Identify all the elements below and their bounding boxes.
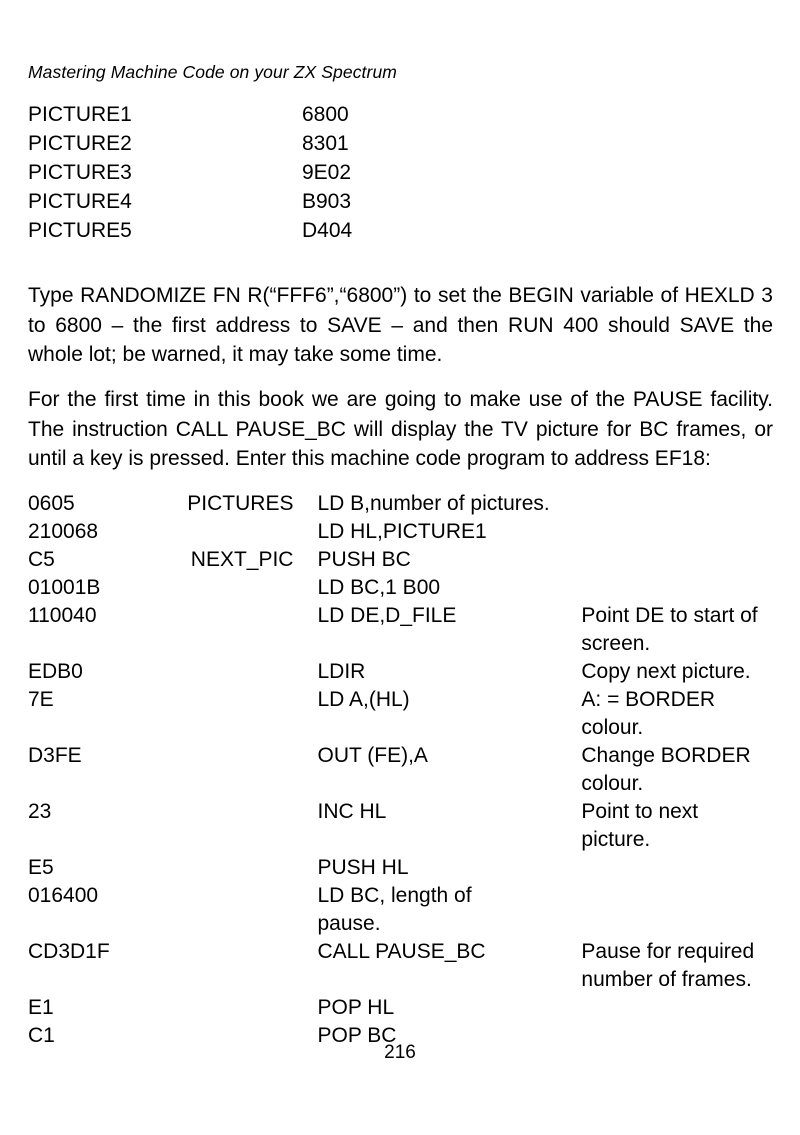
listing-hex: E1	[28, 996, 54, 1019]
table-row	[28, 742, 778, 770]
listing-comment	[581, 910, 778, 938]
body-paragraph-1: Type RANDOMIZE FN R(“FFF6”,“6800”) to set the BEGIN variable of HEXLD 3 to 6800 – the first address to SAVE – and then RUN 400 should SAVE the whole lot; be warned, it may take some time.	[28, 284, 773, 366]
listing-comment: number of frames.	[581, 968, 752, 991]
listing-comment	[581, 574, 778, 602]
listing-comment: A: = BORDER	[581, 688, 716, 711]
listing-mnemonic	[317, 770, 581, 798]
listing-mnemonic: POP HL	[317, 996, 395, 1019]
listing-mnemonic: CALL PAUSE_BC	[317, 940, 486, 963]
picture-name: PICTURE2	[28, 132, 132, 155]
picture-address: B903	[302, 190, 352, 213]
listing-comment	[581, 854, 778, 882]
listing-label	[164, 686, 317, 714]
listing-label	[164, 602, 317, 630]
listing-label	[164, 658, 317, 686]
listing-label	[164, 994, 317, 1022]
listing-comment	[581, 994, 778, 1022]
table-row	[28, 770, 778, 798]
listing-comment	[581, 882, 778, 910]
table-row	[28, 854, 778, 882]
assembly-listing	[28, 490, 778, 1050]
listing-comment: Pause for required	[581, 940, 755, 963]
listing-hex: D3FE	[28, 744, 82, 767]
listing-mnemonic: LD BC, length of	[317, 884, 472, 907]
listing-mnemonic	[317, 826, 581, 854]
listing-label	[164, 854, 317, 882]
picture-name: PICTURE4	[28, 190, 132, 213]
table-row	[28, 630, 778, 658]
listing-hex: E5	[28, 856, 54, 879]
listing-mnemonic	[317, 630, 581, 658]
listing-mnemonic: LD A,(HL)	[317, 688, 410, 711]
listing-label	[164, 938, 317, 966]
listing-hex: 0605	[28, 492, 75, 515]
listing-comment	[581, 490, 778, 518]
listing-hex: CD3D1F	[28, 940, 110, 963]
listing-comment	[581, 518, 778, 546]
listing-comment: Point DE to start of	[581, 604, 758, 627]
listing-comment: screen.	[581, 632, 651, 655]
listing-label	[164, 798, 317, 826]
listing-mnemonic	[317, 714, 581, 742]
listing-hex	[28, 714, 164, 742]
table-row	[28, 574, 778, 602]
listing-comment: Change BORDER	[581, 744, 751, 767]
listing-label	[164, 714, 317, 742]
picture-name: PICTURE1	[28, 103, 132, 126]
listing-mnemonic	[317, 966, 581, 994]
table-row	[28, 490, 778, 518]
table-row	[28, 187, 568, 216]
picture-address-table	[28, 100, 568, 245]
picture-address: 6800	[302, 103, 349, 126]
table-row	[28, 826, 778, 854]
table-row	[28, 714, 778, 742]
listing-label	[164, 518, 317, 546]
listing-mnemonic: LD DE,D_FILE	[317, 604, 457, 627]
listing-label	[164, 910, 317, 938]
listing-mnemonic: LD B,number of pictures.	[317, 492, 550, 515]
listing-mnemonic: LD BC,1 B00	[317, 576, 441, 599]
listing-hex: 23	[28, 800, 52, 823]
listing-hex: 210068	[28, 520, 99, 543]
listing-label	[164, 882, 317, 910]
listing-hex: C5	[28, 548, 55, 571]
table-row	[28, 994, 778, 1022]
listing-mnemonic: INC HL	[317, 800, 387, 823]
listing-comment: colour.	[581, 772, 644, 795]
page-number: 216	[384, 1042, 416, 1063]
listing-hex: 7E	[28, 688, 54, 711]
listing-mnemonic: POP BC	[317, 1024, 397, 1047]
listing-label	[164, 630, 317, 658]
listing-label	[164, 966, 317, 994]
listing-hex: 110040	[28, 604, 97, 627]
running-title: Mastering Machine Code on your ZX Spectrum	[28, 62, 397, 82]
table-row	[28, 938, 778, 966]
listing-label	[164, 826, 317, 854]
listing-mnemonic: LD HL,PICTURE1	[317, 520, 487, 543]
table-row	[28, 546, 778, 574]
table-row	[28, 658, 778, 686]
listing-hex	[28, 770, 164, 798]
listing-label	[164, 770, 317, 798]
listing-comment: Copy next picture.	[581, 660, 751, 683]
listing-hex: 016400	[28, 884, 99, 907]
listing-hex: C1	[28, 1024, 55, 1047]
table-row	[28, 518, 778, 546]
listing-comment: picture.	[581, 828, 651, 851]
listing-mnemonic: PUSH BC	[317, 548, 411, 571]
table-row	[28, 100, 568, 129]
table-row	[28, 129, 568, 158]
listing-hex	[28, 910, 164, 938]
picture-name: PICTURE5	[28, 219, 132, 242]
table-row	[28, 798, 778, 826]
listing-mnemonic: pause.	[317, 912, 381, 935]
listing-comment: Point to next	[581, 800, 699, 823]
table-row	[28, 602, 778, 630]
listing-mnemonic: OUT (FE),A	[317, 744, 428, 767]
table-row	[28, 882, 778, 910]
listing-label	[164, 574, 317, 602]
body-paragraph-2: For the first time in this book we are going to make use of the PAUSE facility. The instruction CALL PAUSE_BC will display the TV picture for BC frames, or until a key is pressed. Enter this machine code program to address EF18:	[28, 388, 773, 470]
listing-label: NEXT_PIC	[190, 548, 294, 571]
listing-mnemonic: LDIR	[317, 660, 366, 683]
table-row	[28, 910, 778, 938]
listing-mnemonic: PUSH HL	[317, 856, 409, 879]
listing-label: PICTURES	[187, 492, 294, 515]
picture-address: D404	[302, 219, 353, 242]
listing-comment	[581, 546, 778, 574]
listing-hex	[28, 630, 164, 658]
table-row	[28, 158, 568, 187]
picture-address: 8301	[302, 132, 349, 155]
listing-hex: EDB0	[28, 660, 83, 683]
picture-address: 9E02	[302, 161, 352, 184]
listing-label	[164, 742, 317, 770]
listing-hex: 01001B	[28, 576, 101, 599]
table-row	[28, 216, 568, 245]
table-row	[28, 686, 778, 714]
table-row	[28, 966, 778, 994]
listing-hex	[28, 966, 164, 994]
listing-comment: colour.	[581, 716, 644, 739]
listing-hex	[28, 826, 164, 854]
picture-name: PICTURE3	[28, 161, 132, 184]
